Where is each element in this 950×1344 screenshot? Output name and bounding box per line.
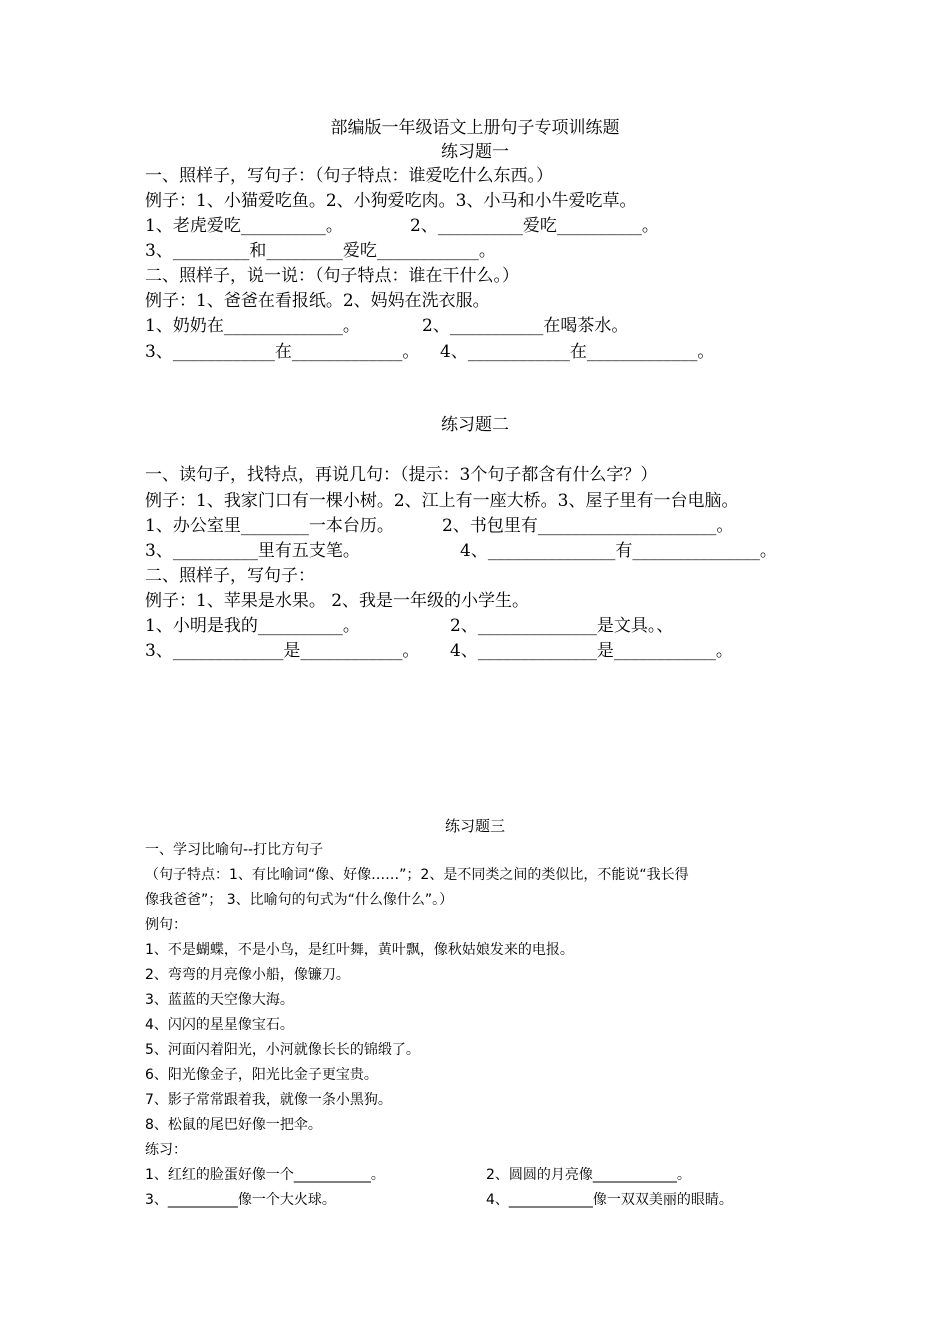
ex3-feature-line-1: （句子特点：1、有比喻词“像、好像……”；2、是不同类之间的类似比，不能说“我长得: [145, 867, 689, 883]
ex3-example-1: 1、不是蝴蝶，不是小鸟，是红叶舞，黄叶飘，像秋姑娘发来的电报。: [145, 942, 574, 958]
ex1-q7: 4、____________在_____________。: [440, 342, 715, 362]
exercise-2-title: 练习题二: [441, 415, 509, 435]
ex2-q4: 4、_______________有_______________。: [460, 541, 777, 561]
ex3-example-4: 4、闪闪的星星像宝石。: [145, 1017, 294, 1033]
ex3-section-heading: 一、学习比喻句--打比方句子: [145, 842, 324, 858]
ex3-examples-label: 例句：: [145, 917, 187, 933]
ex2-q6: 2、______________是文具。、: [450, 616, 674, 636]
ex1-q2: 2、__________爱吃__________。: [410, 216, 659, 236]
ex3-q1: 1、红红的脸蛋好像一个___________。: [145, 1167, 385, 1183]
ex1-example-2: 例子：1、爸爸在看报纸。2、妈妈在洗衣服。: [145, 291, 490, 311]
ex3-example-7: 7、影子常常跟着我，就像一条小黑狗。: [145, 1092, 392, 1108]
ex2-section-2-heading: 二、照样子，写句子：: [145, 566, 315, 586]
ex2-q5: 1、小明是我的__________。: [145, 616, 360, 636]
ex1-q5: 2、___________在喝茶水。: [422, 316, 629, 336]
ex3-feature-line-2: 像我爸爸”； 3、比喻句的句式为“什么像什么”。）: [145, 892, 454, 908]
ex1-q3: 3、_________和_________爱吃____________。: [145, 241, 496, 261]
exercise-3-title: 练习题三: [444, 817, 505, 835]
ex1-q1: 1、老虎爱吃__________。: [145, 216, 343, 236]
ex3-example-8: 8、松鼠的尾巴好像一把伞。: [145, 1117, 322, 1133]
ex3-example-3: 3、蓝蓝的天空像大海。: [145, 992, 294, 1008]
ex2-example-2: 例子：1、苹果是水果。 2、我是一年级的小学生。: [145, 591, 530, 611]
ex2-example-1: 例子：1、我家门口有一棵小树。2、江上有一座大桥。3、屋子里有一台电脑。: [145, 491, 739, 511]
ex2-q3: 3、__________里有五支笔。: [145, 541, 360, 561]
ex2-q8: 4、______________是____________。: [450, 641, 733, 661]
ex1-section-1-heading: 一、照样子，写句子：（句子特点：谁爱吃什么东西。）: [145, 166, 553, 186]
ex2-q1: 1、办公室里________一本台历。: [145, 516, 394, 536]
ex2-q7: 3、_____________是____________。: [145, 641, 420, 661]
ex3-practice-label: 练习：: [145, 1142, 187, 1158]
ex3-example-5: 5、河面闪着阳光，小河就像长长的锦缎了。: [145, 1042, 420, 1058]
ex3-example-2: 2、弯弯的月亮像小船，像镰刀。: [145, 967, 350, 983]
ex1-section-2-heading: 二、照样子，说一说：（句子特点：谁在干什么。）: [145, 266, 519, 286]
ex3-example-6: 6、阳光像金子，阳光比金子更宝贵。: [145, 1067, 378, 1083]
ex3-q4: 4、____________像一双双美丽的眼睛。: [486, 1192, 733, 1208]
ex3-q2: 2、圆圆的月亮像____________。: [486, 1167, 691, 1183]
exercise-1-title: 练习题一: [441, 142, 509, 162]
ex2-q2: 2、书包里有_____________________。: [442, 516, 734, 536]
ex1-q4: 1、奶奶在______________。: [145, 316, 360, 336]
ex3-q3: 3、__________像一个大火球。: [145, 1192, 336, 1208]
document-title: 部编版一年级语文上册句子专项训练题: [330, 118, 620, 138]
ex2-section-1-heading: 一、读句子，找特点，再说几句：（提示：3个句子都含有什么字？）: [145, 465, 658, 485]
ex1-q6: 3、____________在_____________。: [145, 342, 420, 362]
ex1-example-1: 例子：1、小猫爱吃鱼。2、小狗爱吃肉。3、小马和小牛爱吃草。: [145, 191, 637, 211]
